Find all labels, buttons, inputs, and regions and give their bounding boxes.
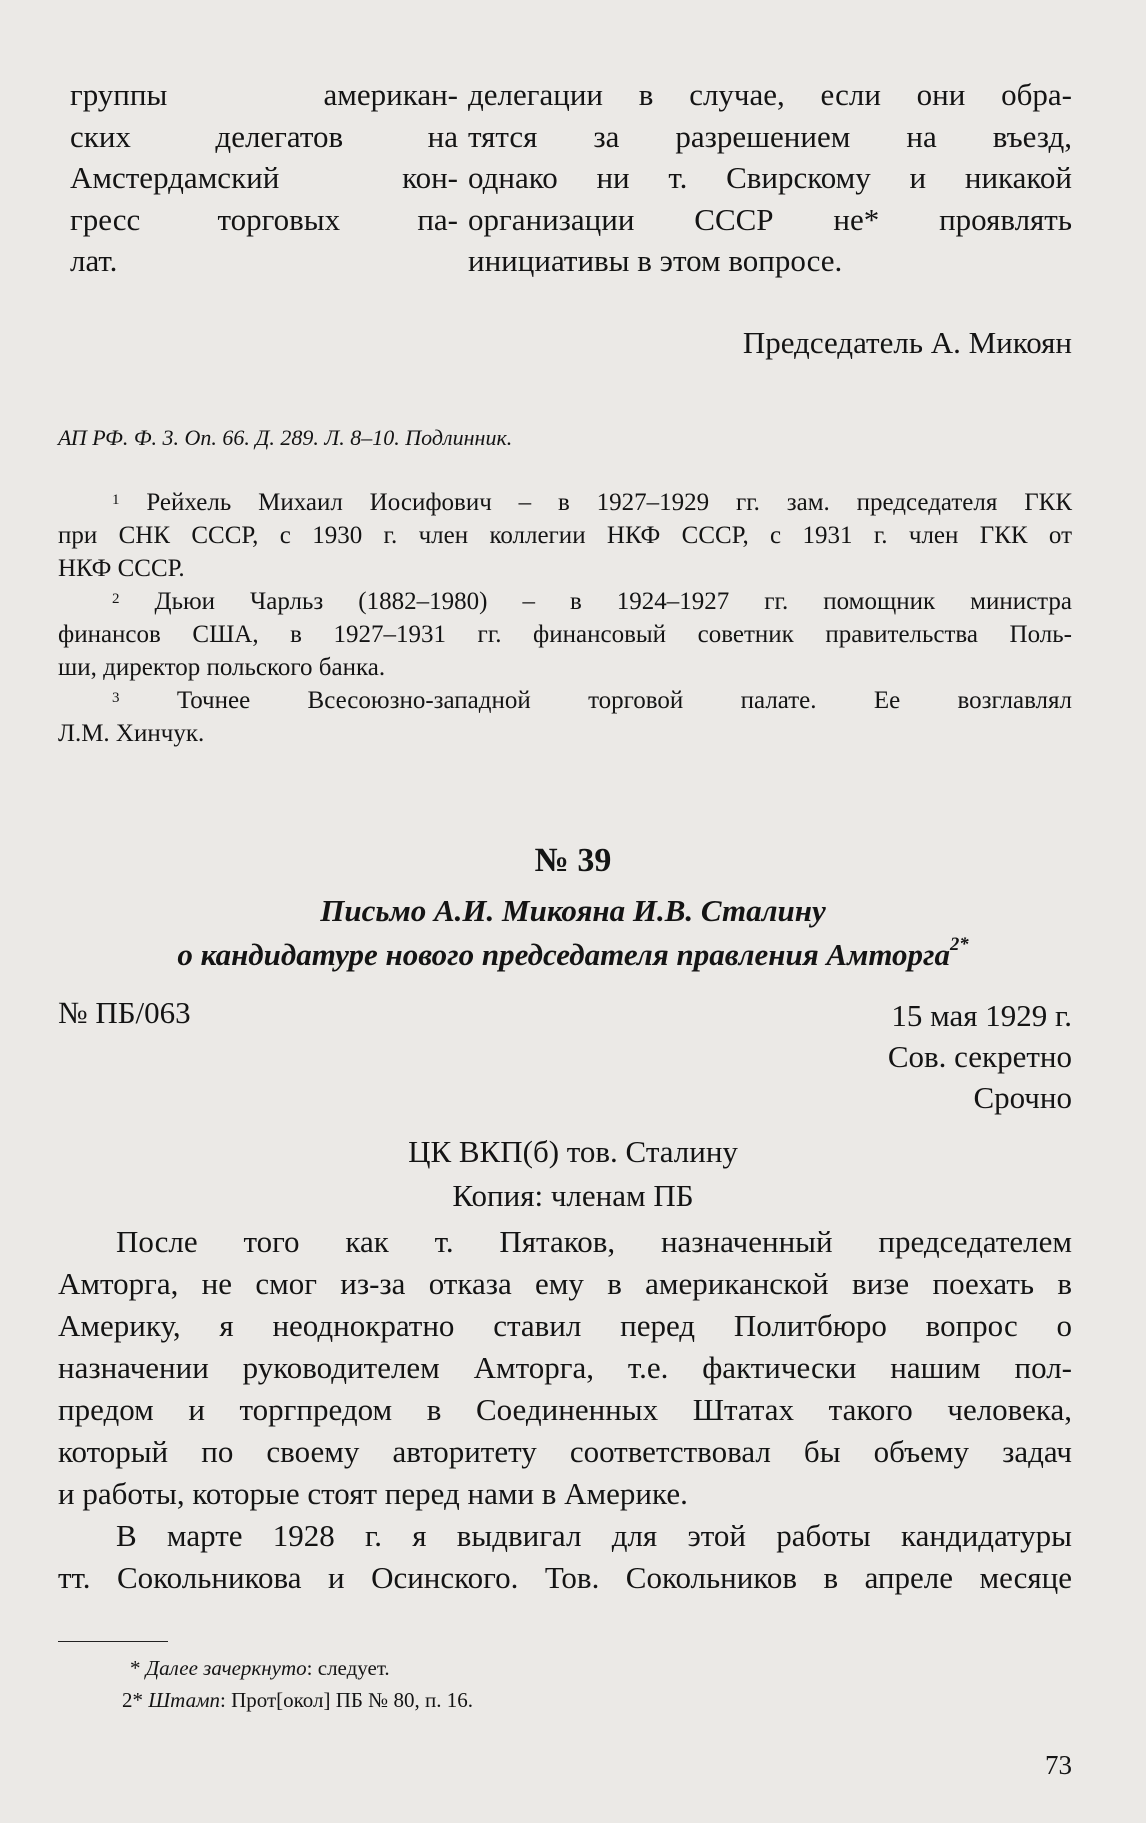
note-mark: 2* (122, 1688, 143, 1712)
classification-stamp: Сов. секретно (887, 1039, 1072, 1074)
text-line: тт. Сокольникова и Осинского. Тов. Сокольников в апреле месяце (58, 1560, 1072, 1595)
text-line: делегации в случае, если они обра- (468, 77, 1072, 112)
text-line: однако ни т. Свирскому и никакой (468, 160, 1072, 195)
document-title-line-2: о кандидатуре нового председателя правления Амторга$^{2*}$ (177, 934, 969, 972)
note-text: : Прот[окол] ПБ № 80, п. 16. (219, 1688, 473, 1712)
note-label: Штамп (148, 1688, 220, 1712)
footnote-line: при СНК СССР, с 1930 г. член коллегии НКФ СССР, с 1931 г. член ГКК от (58, 522, 1072, 549)
footnote-mark: 1 (112, 491, 120, 508)
paragraph-2 (58, 1515, 1072, 1599)
footnote-divider (58, 1641, 168, 1642)
footnote-1 (58, 486, 1072, 585)
text-line: В марте 1928 г. я выдвигал для этой работы кандидатуры (116, 1518, 1072, 1553)
registration-number: № ПБ/063 (58, 995, 191, 1030)
text-line: и работы, которые стоят перед нами в Америке. (58, 1476, 688, 1511)
addressee: ЦК ВКП(б) тов. Сталину (408, 1134, 738, 1169)
footnote-line: $^1$ Рейхель Михаил Иосифович – в 1927–1929 гг. зам. председателя ГКК (112, 489, 1073, 516)
footnote-mark: 2 (112, 590, 120, 607)
urgency-stamp: Срочно (973, 1080, 1072, 1115)
text-line: который по своему авторитету соответствовал бы объему задач (58, 1434, 1072, 1469)
text-line: назначении руководителем Амторга, т.е. фактически нашим пол- (58, 1350, 1072, 1385)
text-line: После того как т. Пятаков, назначенный председателем (116, 1224, 1072, 1259)
text-line: инициативы в этом вопросе. (468, 243, 843, 278)
text-line: организации СССР не* проявлять (468, 201, 1072, 237)
footnote-mark: 3 (112, 689, 120, 706)
document-number: № 39 (534, 842, 612, 879)
text-line: лат. (70, 243, 118, 278)
footnote-2 (58, 585, 1072, 684)
text-line: группы американ- (70, 77, 458, 112)
note-mark: * (130, 1656, 141, 1680)
signature: Председатель А. Микоян (742, 325, 1072, 360)
document-date: 15 мая 1929 г. (891, 998, 1072, 1033)
text-line: гресс торговых па- (70, 201, 458, 237)
note-1 (130, 1656, 390, 1681)
document-title-line-1: Письмо А.И. Микояна И.В. Сталину (320, 893, 826, 928)
text-line: Амторга, не смог из-за отказа ему в американской визе поехать в (58, 1266, 1072, 1301)
note-text: : следует. (306, 1656, 390, 1680)
text-line: Америку, я неоднократно ставил перед Политбюро вопрос о (58, 1308, 1072, 1343)
footnote-line: НКФ СССР. (58, 555, 185, 582)
copy-recipients: Копия: членам ПБ (452, 1178, 694, 1213)
right-column-text (468, 74, 1072, 282)
document-meta (888, 995, 1072, 1118)
footnote-line: Л.М. Хинчук. (58, 720, 205, 747)
left-column-text (70, 74, 458, 282)
archive-source: АП РФ. Ф. 3. Оп. 66. Д. 289. Л. 8–10. Подлинник. (58, 425, 513, 450)
footnote-line: $^3$ Точнее Всесоюзно-западной торговой палате. Ее возглавлял (112, 687, 1072, 714)
title-footnote-mark: 2* (949, 934, 969, 956)
text-line: ских делегатов на (70, 118, 458, 154)
footnote-line: $^2$ Дьюи Чарльз (1882–1980) – в 1924–1927 гг. помощник министра (112, 588, 1072, 615)
text-line: предом и торгпредом в Соединенных Штатах такого человека, (58, 1392, 1072, 1427)
note-label: Далее зачеркнуто (145, 1656, 307, 1680)
text-line: тятся за разрешением на въезд, (468, 118, 1072, 154)
footnote-line: финансов США, в 1927–1931 гг. финансовый советник правительства Поль- (58, 621, 1072, 648)
footnote-line: ши, директор польского банка. (58, 654, 386, 681)
note-2 (122, 1688, 473, 1713)
page-number: 73 (1045, 1750, 1072, 1780)
paragraph-1 (58, 1221, 1072, 1515)
text-line: Амстердамский кон- (70, 160, 458, 195)
footnote-3 (58, 684, 1072, 750)
